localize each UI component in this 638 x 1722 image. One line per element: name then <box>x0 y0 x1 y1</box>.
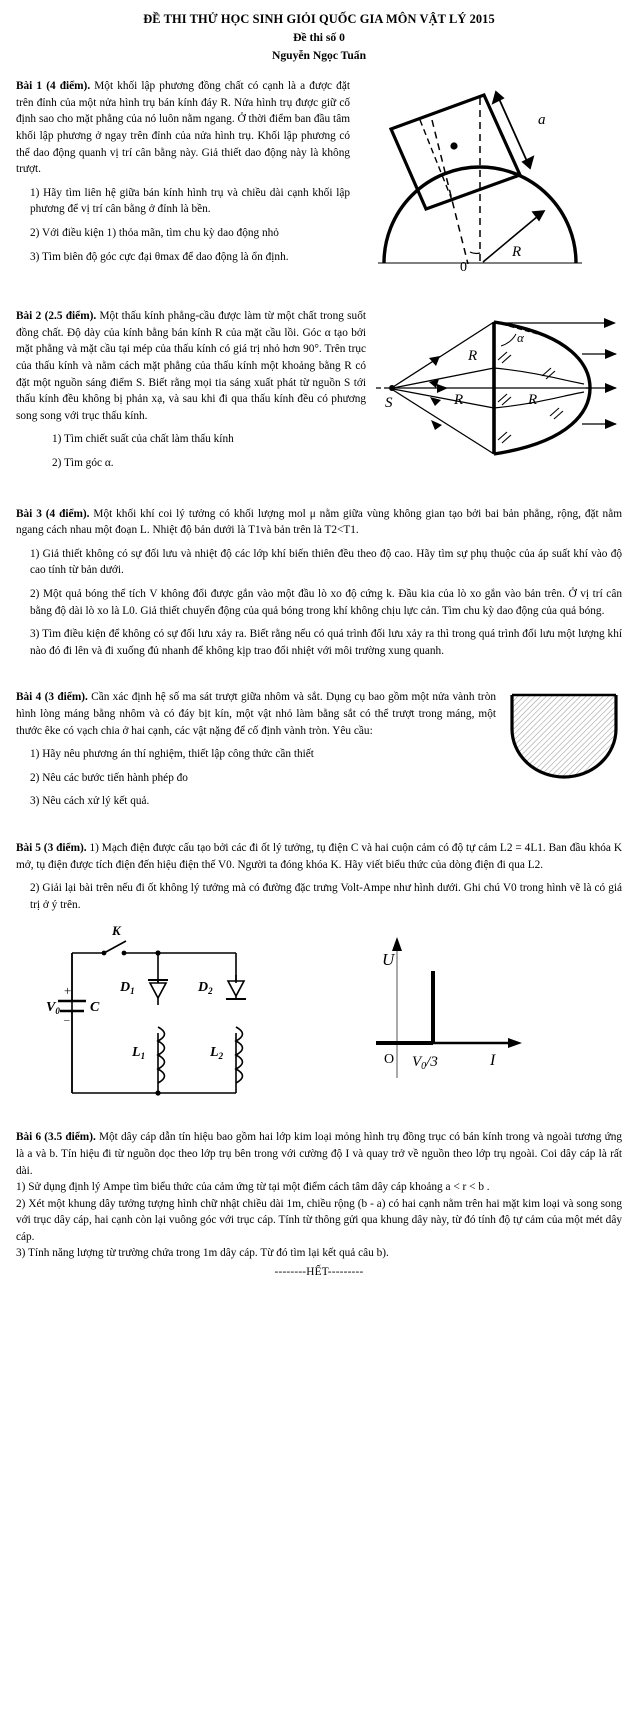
figure2-label-R-top: R <box>468 348 478 365</box>
problem-1-intro-text: Một khối lập phương đồng chất có cạnh là a được đặt trên đỉnh của một nửa hình trụ bán kính đáy R. Nửa hình trụ được giữ cố định sao cho mặt phẳng của nó luôn nằm ngang. Ở thời điểm ban đầu tâm khối lập phương ở ngay trên đỉnh của nửa hình trụ. Khối lập phương có thể dao động quanh vị trí cân bằng này. Giả thiết dao động này là không trượt. <box>16 80 350 176</box>
problem-6-item-3: 3) Tính năng lượng từ trường chứa trong 1m dây cáp. Từ đó tìm lại kết quả câu b). <box>16 1247 389 1260</box>
diode-d2-symbol <box>226 975 246 999</box>
figure-hatched-half-disc <box>506 691 622 781</box>
problem-4-item-3: 3) Nêu cách xử lý kết quả. <box>30 795 150 808</box>
problem-4-item-2: 2) Nêu các bước tiến hành phép đo <box>30 771 188 784</box>
problem-6-label: Bài 6 (3.5 điểm). <box>16 1131 96 1144</box>
problem-3-item-2: 2) Một quả bóng thể tích V không đổi được gắn vào một đầu lò xo độ cứng k. Đầu kia của lò xo gắn vào bản trên. Ở vị trí cân bằng độ dài lò xo là L0. Giả thiết chuyển động của quả bóng trong khí không chịu lực cản. Tìm chu kỳ dao động của quả bóng. <box>30 588 622 617</box>
graph-axis-label-I: I <box>490 1052 496 1070</box>
problem-4 <box>16 689 622 810</box>
problem-1 <box>16 78 622 282</box>
end-of-exam-marker: --------HẾT--------- <box>274 1266 364 1279</box>
graph-origin-label: O <box>384 1052 395 1068</box>
figure1-label-a: a <box>538 112 546 129</box>
problem-4-label: Bài 4 (3 điểm). <box>16 691 88 704</box>
circuit-label-C: C <box>90 1000 100 1016</box>
problem-2-intro-text: Một thấu kính phẳng-cầu được làm từ một chất trong suốt đồng chất. Độ dày của kính bằng bán kính R của mặt cầu lồi. Góc α tạo bởi mặt phẳng và mặt cầu tại mép của thấu kính có giá trị nhỏ hơn 90°. Trên trục của thấu kính và nằm cách mặt phẳng của thấu kính một khoảng bằng R có đặt một nguồn sáng điểm S. Biết rằng mọi tia sáng xuất phát từ nguồn S tới thấu kính đều không bị phản xạ, và sau khi đi qua thấu kính đều có phương song song với trục thấu kính. <box>16 310 366 422</box>
problem-6-intro-text: Một dây cáp dẫn tín hiệu bao gồm hai lớp kim loại mỏng hình trụ đồng trục có bán kính trong và ngoài tương ứng là a và b. Tín hiệu đi từ nguồn dọc theo lớp trụ bên trong với cường độ I và quay trở về nguồn theo lớp trụ ngoài. Coi dây cáp là rất dài. <box>16 1131 622 1177</box>
problem-2-item-2: 2) Tìm góc α. <box>52 457 114 470</box>
problem-1-item-2: 2) Với điều kiện 1) thỏa mãn, tìm chu kỳ dao động nhỏ <box>30 227 279 240</box>
circuit-label-D1: $D_1$ <box>120 980 135 997</box>
figure-plano-convex-lens <box>376 312 622 462</box>
problem-2-item-1: 1) Tìm chiết suất của chất làm thấu kính <box>52 433 234 446</box>
figure1-label-R: R <box>512 244 522 261</box>
problem-1-item-1: 1) Hãy tìm liên hệ giữa bán kính hình trụ và chiều dài cạnh khối lập phương để vị trí cân bằng ở đỉnh là bền. <box>30 186 350 216</box>
problem-1-item-3: 3) Tìm biên độ góc cực đại θmax để dao động là ổn định. <box>30 250 289 263</box>
author-name: Nguyễn Ngọc Tuấn <box>271 49 367 63</box>
problem-6-intro <box>16 1129 622 1179</box>
inductor-l1-symbol <box>158 1027 165 1083</box>
circuit-label-D2: $D_2$ <box>198 980 213 997</box>
problem-6-item-1: 1) Sử dụng định lý Ampe tìm biểu thức của cảm ứng từ tại một điểm cách tâm dây cáp khoảng a < r < b . <box>16 1181 490 1194</box>
problem-3-intro-text: Một khối khí coi lý tưởng có khối lượng mol μ nằm giữa vùng không gian tạo bởi bai bản phẳng, rộng, đặt nằm ngang cách nhau một đoạn L. Nhiệt độ bản dưới là T1và bản trên là T2<T1. <box>16 507 622 537</box>
figure2-label-R-right: R <box>528 392 538 409</box>
diode-d1-symbol <box>148 980 168 1005</box>
circuit-label-plus: + <box>64 983 72 999</box>
page-title: ĐỀ THI THỬ HỌC SINH GIỎI QUỐC GIA MÔN VẬT LÝ 2015 <box>143 12 495 26</box>
problem-1-label: Bài 1 (4 điểm). <box>16 80 91 93</box>
problem-6-item-2: 2) Xét một khung dây tưởng tượng hình chữ nhật chiều dài 1m, chiều rộng (b - a) có hai cạnh nằm trên hai mặt kim loại và song song với trục dây cáp, hai cạnh còn lại vuông góc với trục cáp. Tính từ thông gửi qua khung dây này, từ đó tính độ tự cảm của một mét dây cáp. <box>16 1197 622 1243</box>
problem-5 <box>16 840 622 1113</box>
problem-5-item-1: 2) Giải lại bài trên nếu đi ốt không lý tưởng mà có đường đặc trưng Volt-Ampe như hình dưới. Ghi chú V0 trong hình vẽ là có giá trị ở ý trên. <box>30 882 622 911</box>
problem-4-item-1: 1) Hãy nêu phương án thí nghiệm, thiết lập công thức cần thiết <box>30 748 314 761</box>
exam-subtitle: Đề thi số 0 <box>293 31 345 45</box>
circuit-label-V0: $V_0$ <box>46 1000 60 1017</box>
document-header <box>16 10 622 64</box>
figure-lc-diode-circuit <box>46 923 326 1113</box>
figure-cube-on-half-cylinder <box>360 80 622 280</box>
figure1-label-origin: 0 <box>460 260 467 276</box>
inductor-l2-symbol <box>236 1027 243 1083</box>
figure2-label-R-left: R <box>454 392 464 409</box>
problem-3-item-1: 1) Giả thiết không có sự đối lưu và nhiệt độ các lớp khí biến thiên đều theo độ cao. Hãy tìm sự phụ thuộc của áp suất khí vào độ cao tính từ bản dưới. <box>30 547 622 577</box>
figure2-label-S: S <box>385 395 393 412</box>
problem-5-intro-text: 1) Mạch điện được cấu tạo bởi các đi ốt lý tưởng, tụ điện C và hai cuộn cảm có độ tự cảm L2 = 4L1. Ban đầu khóa K mở, tụ điện được tích điện đến hiệu điện thế V0. Người ta đóng khóa K. Hãy viết biểu thức của dòng điện đi qua L2. <box>16 841 622 871</box>
graph-axis-label-U: U <box>382 950 395 970</box>
problem-3-item-3: 3) Tìm điều kiện để không có sự đối lưu xảy ra. Biết rằng nếu có quá trình đối lưu xảy ra thì trong quá trình đối lưu một lượng khí nào đó đi lên và đi xuống đủ nhanh để không kịp trao đổi nhiệt với môi trường xung quanh. <box>30 628 622 657</box>
graph-threshold-label: $V_0/3$ <box>412 1054 438 1073</box>
circuit-label-minus: – <box>64 1014 70 1027</box>
problem-5-label: Bài 5 (3 điểm). <box>16 841 87 854</box>
problem-3 <box>16 506 622 660</box>
problem-3-intro <box>16 506 622 539</box>
problem-5-intro <box>16 840 622 873</box>
problem-5-figures <box>16 923 622 1113</box>
va-characteristic-curve <box>376 971 433 1043</box>
problem-6 <box>16 1129 622 1262</box>
figure-volt-ampere-graph <box>362 923 572 1108</box>
circuit-label-L1: $L_1$ <box>132 1045 146 1062</box>
figure2-label-alpha: α <box>517 330 524 346</box>
problem-2 <box>16 308 622 471</box>
circuit-label-K: K <box>112 923 121 939</box>
problem-3-label: Bài 3 (4 điểm). <box>16 507 90 520</box>
circuit-label-L2: $L_2$ <box>210 1045 224 1062</box>
problem-2-label: Bài 2 (2.5 điểm). <box>16 310 97 323</box>
problem-4-intro-text: Cần xác định hệ số ma sát trượt giữa nhôm và sắt. Dụng cụ bao gồm một nửa vành tròn hình lòng máng bằng nhôm và có đáy bịt kín, một vật nhỏ làm bằng sắt có thể trượt trong máng, một thước êke có vạch chia ở hai cạnh, các vật nặng để cố định vành tròn. Yêu cầu: <box>16 691 496 737</box>
